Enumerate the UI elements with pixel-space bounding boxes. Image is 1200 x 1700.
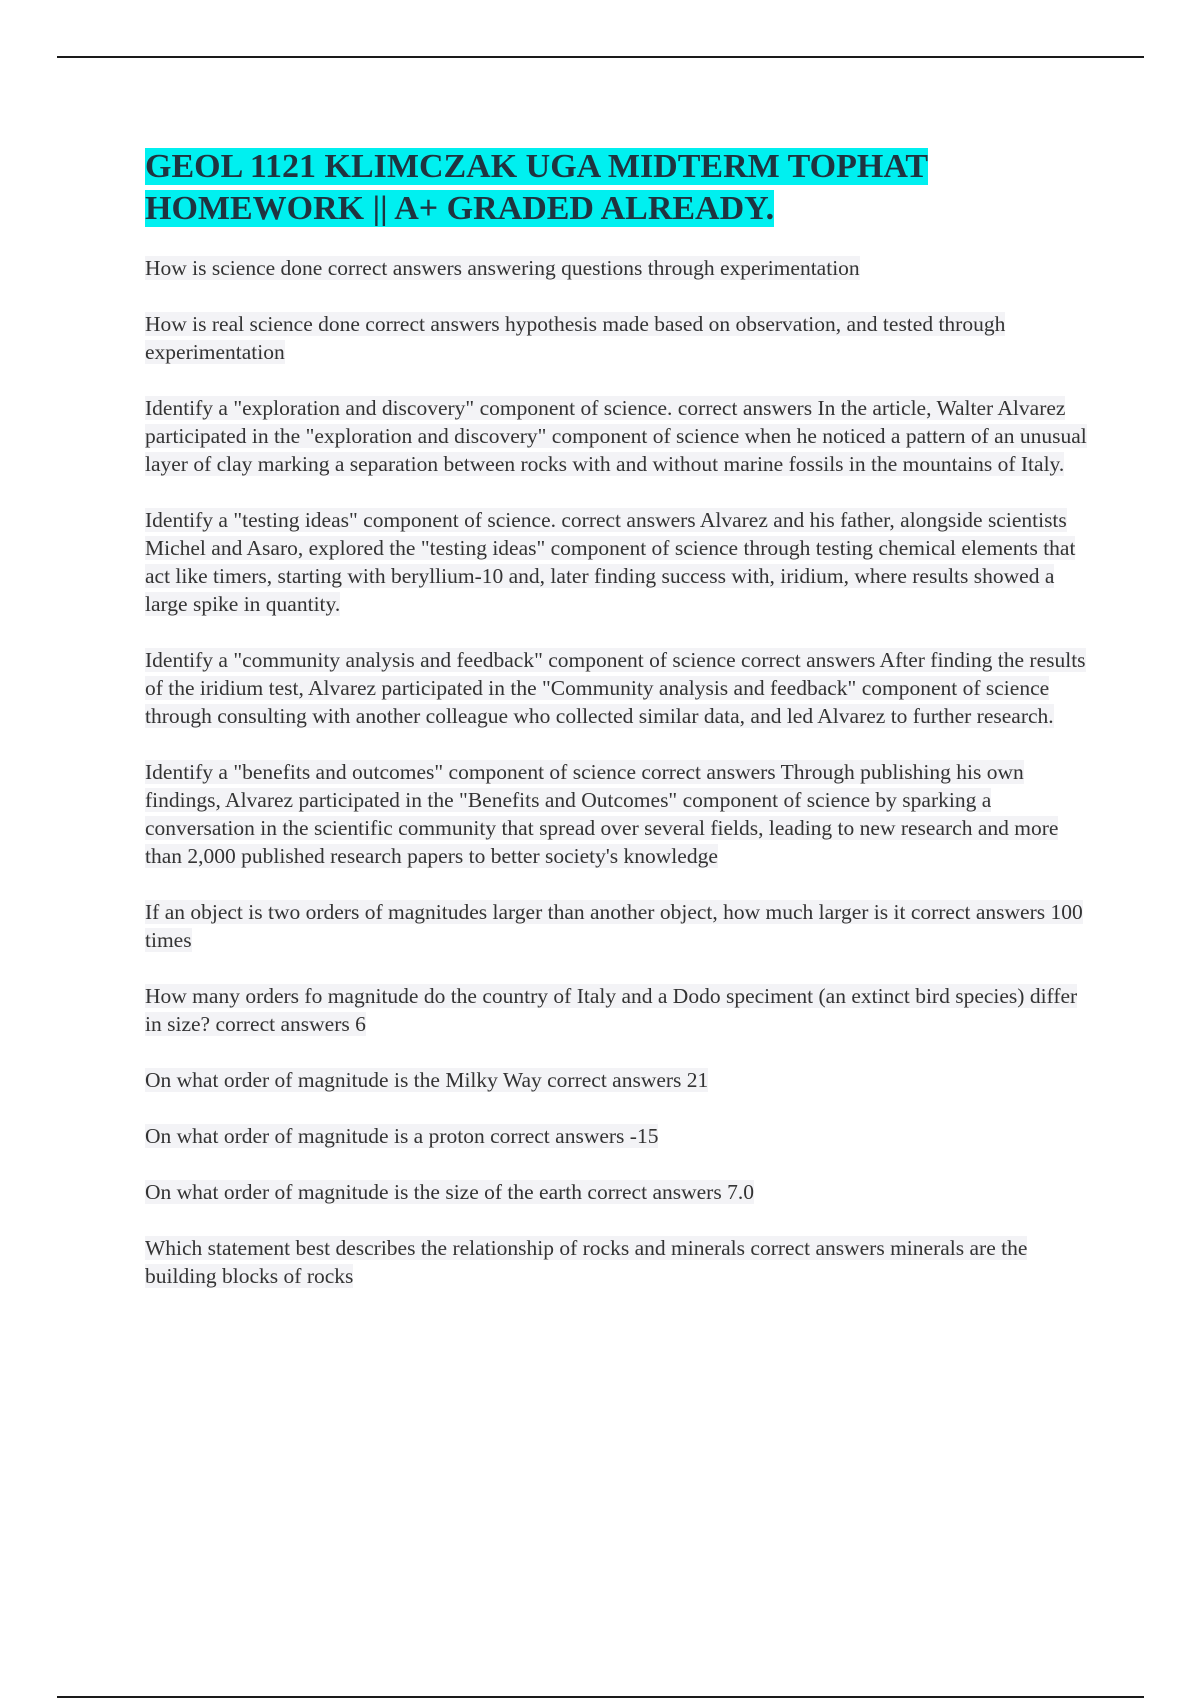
qa-entry-text: On what order of magnitude is the size of the earth correct answers 7.0 <box>145 1180 754 1204</box>
top-rule <box>57 56 1144 58</box>
qa-entry <box>145 646 1095 730</box>
document-body <box>145 146 1095 1318</box>
qa-entry-text: How many orders fo magnitude do the country of Italy and a Dodo speciment (an extinct bird species) differ in size? correct answers 6 <box>145 984 1078 1036</box>
qa-entry-text: On what order of magnitude is the Milky Way correct answers 21 <box>145 1068 709 1092</box>
qa-entry <box>145 1066 1095 1094</box>
qa-entry-text: How is science done correct answers answering questions through experimentation <box>145 256 860 280</box>
qa-entry <box>145 394 1095 478</box>
qa-entry <box>145 310 1095 366</box>
qa-entry <box>145 506 1095 618</box>
qa-entry <box>145 254 1095 282</box>
qa-entry <box>145 982 1095 1038</box>
document-title-text: GEOL 1121 KLIMCZAK UGA MIDTERM TOPHAT HOMEWORK || A+ GRADED ALREADY. <box>145 148 929 227</box>
qa-entry <box>145 1234 1095 1290</box>
document-title <box>145 146 1095 230</box>
qa-entry-text: How is real science done correct answers hypothesis made based on observation, and tested through experimentation <box>145 312 1006 364</box>
qa-entry-text: Identify a "exploration and discovery" component of science. correct answers In the article, Walter Alvarez participated in the "exploration and discovery" component of science when he noticed a pattern of an unusual layer of clay marking a separation between rocks with and without marine fossils in the mountains of Italy. <box>145 396 1087 476</box>
qa-entry <box>145 758 1095 870</box>
qa-entry <box>145 1178 1095 1206</box>
qa-entry <box>145 898 1095 954</box>
qa-entry <box>145 1122 1095 1150</box>
qa-entry-text: Identify a "testing ideas" component of science. correct answers Alvarez and his father, alongside scientists Michel and Asaro, explored the "testing ideas" component of science through testing chemical elements that act like timers, starting with beryllium-10 and, later finding success with, iridium, where results showed a large spike in quantity. <box>145 508 1076 616</box>
qa-entry-text: Identify a "benefits and outcomes" component of science correct answers Through publishing his own findings, Alvarez participated in the "Benefits and Outcomes" component of science by sparking a conversation in the scientific community that spread over several fields, leading to new research and more than 2,000 published research papers to better society's knowledge <box>145 760 1059 868</box>
qa-entry-text: If an object is two orders of magnitudes larger than another object, how much larger is it correct answers 100 times <box>145 900 1083 952</box>
qa-entry-text: Identify a "community analysis and feedback" component of science correct answers After finding the results of the iridium test, Alvarez participated in the "Community analysis and feedback" component of science through consulting with another colleague who collected similar data, and led Alvarez to further research. <box>145 648 1086 728</box>
qa-entry-text: Which statement best describes the relationship of rocks and minerals correct answers minerals are the building blocks of rocks <box>145 1236 1028 1288</box>
qa-entry-text: On what order of magnitude is a proton correct answers -15 <box>145 1124 659 1148</box>
bottom-rule <box>57 1696 1144 1698</box>
